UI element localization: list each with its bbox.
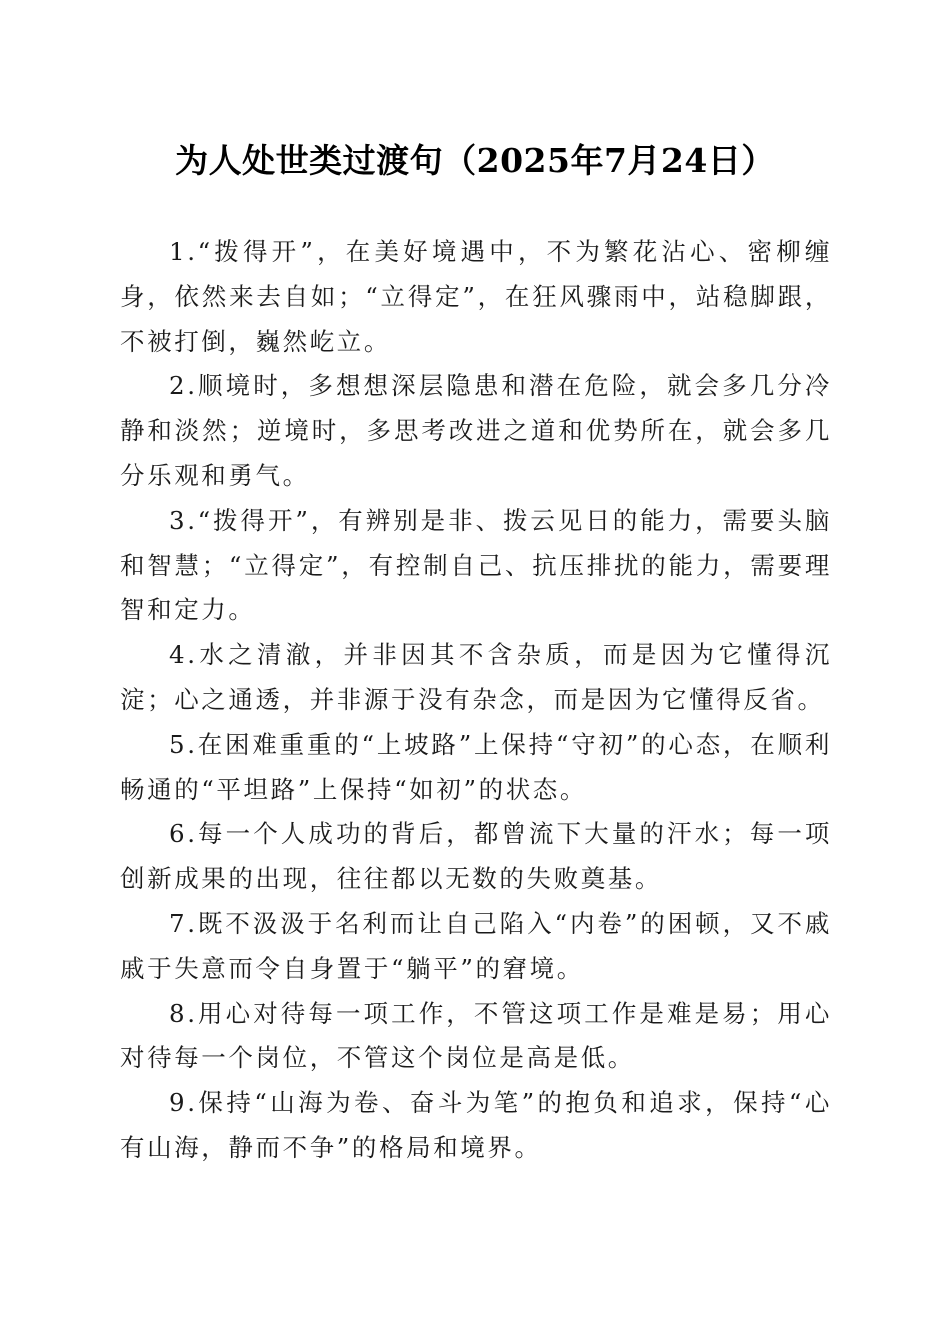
paragraph-3: 3.“拨得开”，有辨别是非、拨云见日的能力，需要头脑和智慧；“立得定”，有控制自己、抗压排扰的能力，需要理智和定力。 (120, 505, 832, 625)
paragraph-6: 6.每一个人成功的背后，都曾流下大量的汗水；每一项创新成果的出现，往往都以无数的失败奠基。 (120, 819, 832, 894)
document-title: 为人处世类过渡句（2025年7月24日） (175, 141, 775, 180)
paragraph-7: 7.既不汲汲于名利而让自己陷入“内卷”的困顿，又不戚戚于失意而令自身置于“躺平”的窘境。 (120, 908, 832, 983)
paragraph-2: 2.顺境时，多想想深层隐患和潜在危险，就会多几分冷静和淡然；逆境时，多思考改进之道和优势所在，就会多几分乐观和勇气。 (120, 371, 832, 490)
paragraph-5: 5.在困难重重的“上坡路”上保持“守初”的心态，在顺利畅通的“平坦路”上保持“如初”的状态。 (120, 729, 832, 804)
paragraph-1: 1.“拨得开”，在美好境遇中，不为繁花沾心、密柳缠身，依然来去自如；“立得定”，在狂风骤雨中，站稳脚跟，不被打倒，巍然屹立。 (120, 237, 832, 356)
document-body (120, 230, 832, 1171)
paragraph-8: 8.用心对待每一项工作，不管这项工作是难是易；用心对待每一个岗位，不管这个岗位是高是低。 (120, 998, 832, 1073)
paragraph-4: 4.水之清澈，并非因其不含杂质，而是因为它懂得沉淀；心之通透，并非源于没有杂念，而是因为它懂得反省。 (120, 640, 832, 714)
paragraph-9: 9.保持“山海为卷、奋斗为笔”的抱负和追求，保持“心有山海，静而不争”的格局和境界。 (120, 1088, 832, 1162)
